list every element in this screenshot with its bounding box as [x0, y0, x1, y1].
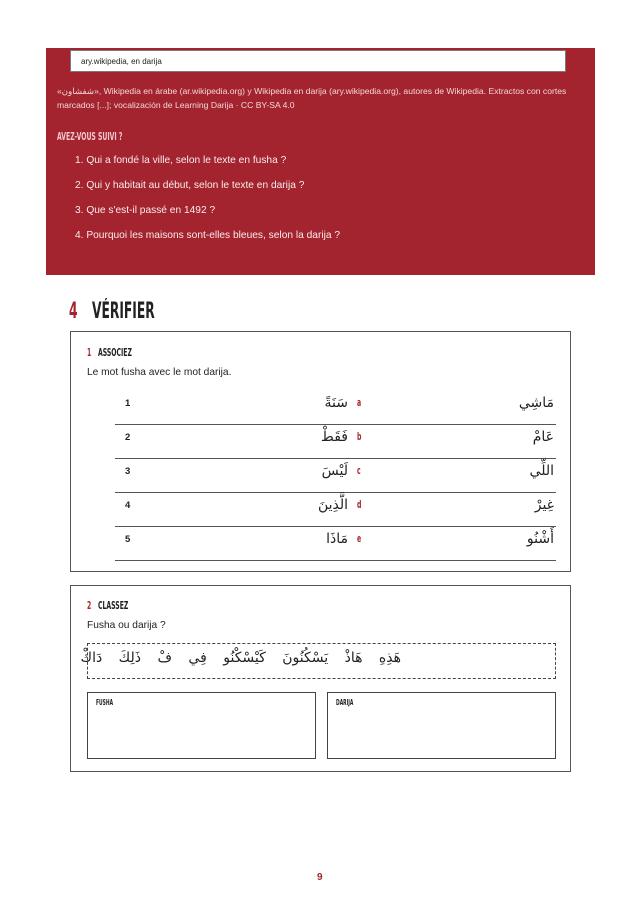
match-number: 2	[125, 432, 131, 443]
darija-drop-box[interactable]	[327, 692, 556, 759]
fusha-box-label: FUSHA	[96, 698, 114, 707]
source-label-box	[70, 50, 566, 72]
exercise-title: CLASSEZ	[98, 599, 129, 612]
darija-word: عَامْ	[532, 429, 554, 445]
match-row	[115, 390, 556, 425]
match-row	[115, 424, 556, 459]
word-chip[interactable]: هَاذْ	[344, 650, 363, 666]
fusha-word: مَاذَا	[326, 531, 348, 547]
word-chip[interactable]: ذَلِكَ	[118, 650, 141, 666]
darija-box-label: DARIJA	[336, 698, 354, 707]
word-bank	[80, 643, 556, 679]
darija-word: أَشْنُو	[526, 531, 554, 547]
fusha-word: الَّذِينَ	[317, 497, 348, 513]
match-number: 5	[125, 534, 131, 545]
section-number: 4	[69, 299, 78, 324]
quiz-title: AVEZ-VOUS SUIVI ?	[57, 130, 123, 143]
fusha-word: لَيْسَ	[321, 463, 348, 479]
match-letter: c	[357, 464, 361, 477]
match-letter: a	[357, 396, 362, 409]
word-chip[interactable]: فْ	[157, 650, 172, 666]
exercise-number: 1	[87, 346, 92, 359]
word-chip[interactable]: يَسْكُنُونَ	[282, 650, 329, 666]
match-letter: b	[357, 430, 362, 443]
fusha-word: سَنَةً	[324, 395, 348, 411]
source-credits: «شفشاون», Wikipedia en árabe (ar.wikipedia.org) y Wikipedia en darija (ary.wikipedia.org), autores de Wikipedia. Extractos con cortes marcados [...]; vocalización de Learning Darija · CC BY-SA 4.0	[57, 86, 567, 110]
fusha-drop-box[interactable]	[87, 692, 316, 759]
quiz-question: 2. Qui y habitait au début, selon le texte en darija ?	[75, 180, 305, 191]
exercise-classify-box	[70, 585, 571, 772]
source-label: ary.wikipedia, en darija	[81, 57, 162, 66]
match-row	[115, 492, 556, 527]
section-title: VÉRIFIER	[92, 299, 155, 324]
darija-word: اللِّي	[529, 463, 554, 479]
match-number: 1	[125, 398, 131, 409]
quiz-question: 4. Pourquoi les maisons sont-elles bleues, selon la darija ?	[75, 230, 341, 241]
darija-word: غِيرْ	[534, 497, 554, 513]
fusha-word: فَقَطْ	[320, 429, 348, 445]
match-row	[115, 526, 556, 561]
word-chip[interactable]: فِي	[188, 650, 207, 666]
exercise-instruction: Fusha ou darija ?	[87, 620, 166, 631]
exercise-title: ASSOCIEZ	[98, 346, 132, 359]
match-row	[115, 458, 556, 493]
match-number: 3	[125, 466, 131, 477]
match-number: 4	[125, 500, 131, 511]
exercise-number: 2	[87, 599, 92, 612]
match-letter: d	[357, 498, 362, 511]
exercise-instruction: Le mot fusha avec le mot darija.	[87, 367, 232, 378]
word-chip[interactable]: كَيْسْكْنُو	[223, 650, 266, 666]
word-chip[interactable]: هَذِهِ	[378, 650, 401, 666]
darija-word: مَاشِي	[518, 395, 554, 411]
match-letter: e	[357, 532, 362, 545]
exercise-match-box	[70, 331, 571, 572]
page-number: 9	[317, 872, 323, 883]
word-chip[interactable]: دَاكْ	[80, 650, 103, 666]
reading-panel	[46, 48, 595, 275]
quiz-question: 1. Qui a fondé la ville, selon le texte en fusha ?	[75, 155, 287, 166]
quiz-question: 3. Que s'est-il passé en 1492 ?	[75, 205, 216, 216]
word-bank-words	[80, 650, 555, 666]
